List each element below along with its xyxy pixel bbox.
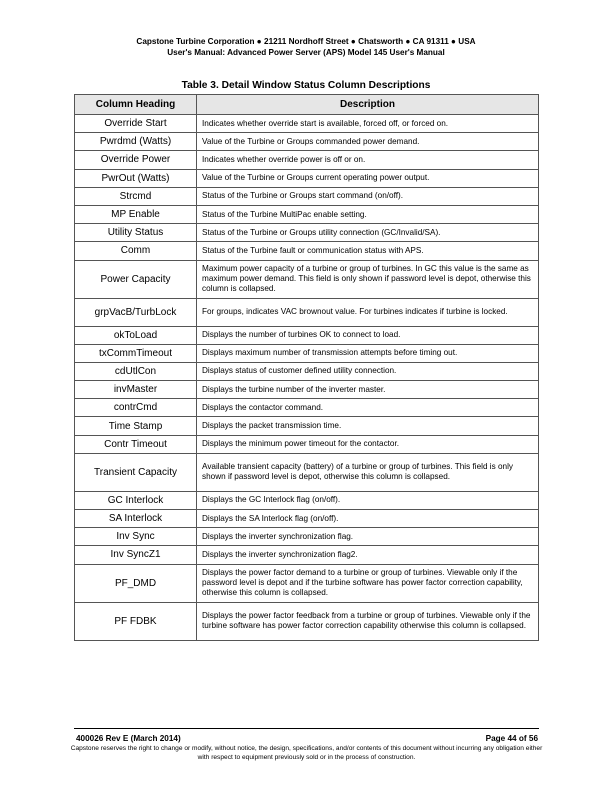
header-address: Capstone Turbine Corporation ● 21211 Nordhoff Street ● Chatsworth ● CA 91311 ● USA <box>136 37 476 46</box>
row-description: Displays status of customer defined utility connection. <box>197 362 539 380</box>
row-column-heading: invMaster <box>75 381 197 399</box>
status-columns-table <box>74 94 539 641</box>
table-row <box>75 399 539 417</box>
table-row <box>75 205 539 223</box>
footer-disclaimer: Capstone reserves the right to change or modify, without notice, the design, specifications, and/or contents of this document without incurring any obligation either with respect to equipment previously sold or in the process of construction. <box>70 745 543 761</box>
row-description: Status of the Turbine MultiPac enable setting. <box>197 205 539 223</box>
footer-page-number: Page 44 of 56 <box>485 734 538 743</box>
table-row <box>75 381 539 399</box>
row-column-heading: Inv Sync <box>75 528 197 546</box>
table-row <box>75 528 539 546</box>
row-column-heading: contrCmd <box>75 399 197 417</box>
row-description: Displays the power factor demand to a turbine or group of turbines. Viewable only if the password level is depot and if the turbine software has power factor correction capability, otherwise this column is collapsed. <box>197 564 539 602</box>
table-header-row <box>75 95 539 115</box>
row-column-heading: Strcmd <box>75 187 197 205</box>
row-column-heading: MP Enable <box>75 205 197 223</box>
row-column-heading: Time Stamp <box>75 417 197 435</box>
table-title: Table 3. Detail Window Status Column Descriptions <box>181 80 431 91</box>
row-column-heading: Inv SyncZ1 <box>75 546 197 564</box>
row-column-heading: PF FDBK <box>75 602 197 640</box>
row-column-heading: PwrOut (Watts) <box>75 169 197 187</box>
row-column-heading: Override Power <box>75 151 197 169</box>
row-description: Indicates whether override power is off or on. <box>197 151 539 169</box>
table-row <box>75 602 539 640</box>
row-description: Displays the SA Interlock flag (on/off). <box>197 510 539 528</box>
table-row <box>75 187 539 205</box>
row-description: Status of the Turbine or Groups start command (on/off). <box>197 187 539 205</box>
row-column-heading: okToLoad <box>75 326 197 344</box>
row-description: For groups, indicates VAC brownout value. For turbines indicates if turbine is locked. <box>197 298 539 326</box>
table-row <box>75 510 539 528</box>
row-column-heading: txCommTimeout <box>75 344 197 362</box>
row-description: Displays the turbine number of the inverter master. <box>197 381 539 399</box>
table-row <box>75 564 539 602</box>
row-description: Displays the inverter synchronization flag. <box>197 528 539 546</box>
row-column-heading: Contr Timeout <box>75 435 197 453</box>
row-description: Status of the Turbine or Groups utility connection (GC/Invalid/SA). <box>197 224 539 242</box>
table-row <box>75 362 539 380</box>
table-row <box>75 242 539 260</box>
row-description: Displays the number of turbines OK to connect to load. <box>197 326 539 344</box>
row-description: Displays the packet transmission time. <box>197 417 539 435</box>
table-row <box>75 115 539 133</box>
row-column-heading: Utility Status <box>75 224 197 242</box>
row-description: Displays the power factor feedback from a turbine or group of turbines. Viewable only if the turbine software has power factor correction capability otherwise this column is collapsed. <box>197 602 539 640</box>
row-description: Displays the GC Interlock flag (on/off). <box>197 491 539 509</box>
table-row <box>75 453 539 491</box>
table-row <box>75 260 539 298</box>
table-row <box>75 224 539 242</box>
table-row <box>75 151 539 169</box>
table-row <box>75 546 539 564</box>
table-row <box>75 326 539 344</box>
row-description: Displays the inverter synchronization flag2. <box>197 546 539 564</box>
table-row <box>75 133 539 151</box>
row-description: Displays maximum number of transmission attempts before timing out. <box>197 344 539 362</box>
table-row <box>75 435 539 453</box>
footer-divider <box>74 728 539 729</box>
table-row <box>75 491 539 509</box>
row-description: Indicates whether override start is available, forced off, or forced on. <box>197 115 539 133</box>
row-description: Value of the Turbine or Groups commanded power demand. <box>197 133 539 151</box>
row-column-heading: grpVacB/TurbLock <box>75 298 197 326</box>
row-column-heading: Pwrdmd (Watts) <box>75 133 197 151</box>
page-header <box>0 37 612 58</box>
table-row <box>75 298 539 326</box>
table-row <box>75 417 539 435</box>
table-row <box>75 344 539 362</box>
header-manual-title: User's Manual: Advanced Power Server (APS) Model 145 User's Manual <box>167 47 445 57</box>
row-column-heading: GC Interlock <box>75 491 197 509</box>
footer-doc-id: 400026 Rev E (March 2014) <box>76 734 181 743</box>
row-column-heading: SA Interlock <box>75 510 197 528</box>
column-heading-header: Column Heading <box>75 95 197 115</box>
table-row <box>75 169 539 187</box>
row-description: Status of the Turbine fault or communication status with APS. <box>197 242 539 260</box>
row-description: Maximum power capacity of a turbine or group of turbines. In GC this value is the same as maximum power demand. This field is only shown if password level is depot, otherwise this column is collapsed. <box>197 260 539 298</box>
row-column-heading: Transient Capacity <box>75 453 197 491</box>
description-header: Description <box>197 95 539 115</box>
row-description: Value of the Turbine or Groups current operating power output. <box>197 169 539 187</box>
row-description: Available transient capacity (battery) of a turbine or group of turbines. This field is only shown if password level is depot, otherwise this column is collapsed. <box>197 453 539 491</box>
row-column-heading: cdUtlCon <box>75 362 197 380</box>
row-description: Displays the minimum power timeout for the contactor. <box>197 435 539 453</box>
row-description: Displays the contactor command. <box>197 399 539 417</box>
row-column-heading: PF_DMD <box>75 564 197 602</box>
row-column-heading: Power Capacity <box>75 260 197 298</box>
row-column-heading: Override Start <box>75 115 197 133</box>
row-column-heading: Comm <box>75 242 197 260</box>
